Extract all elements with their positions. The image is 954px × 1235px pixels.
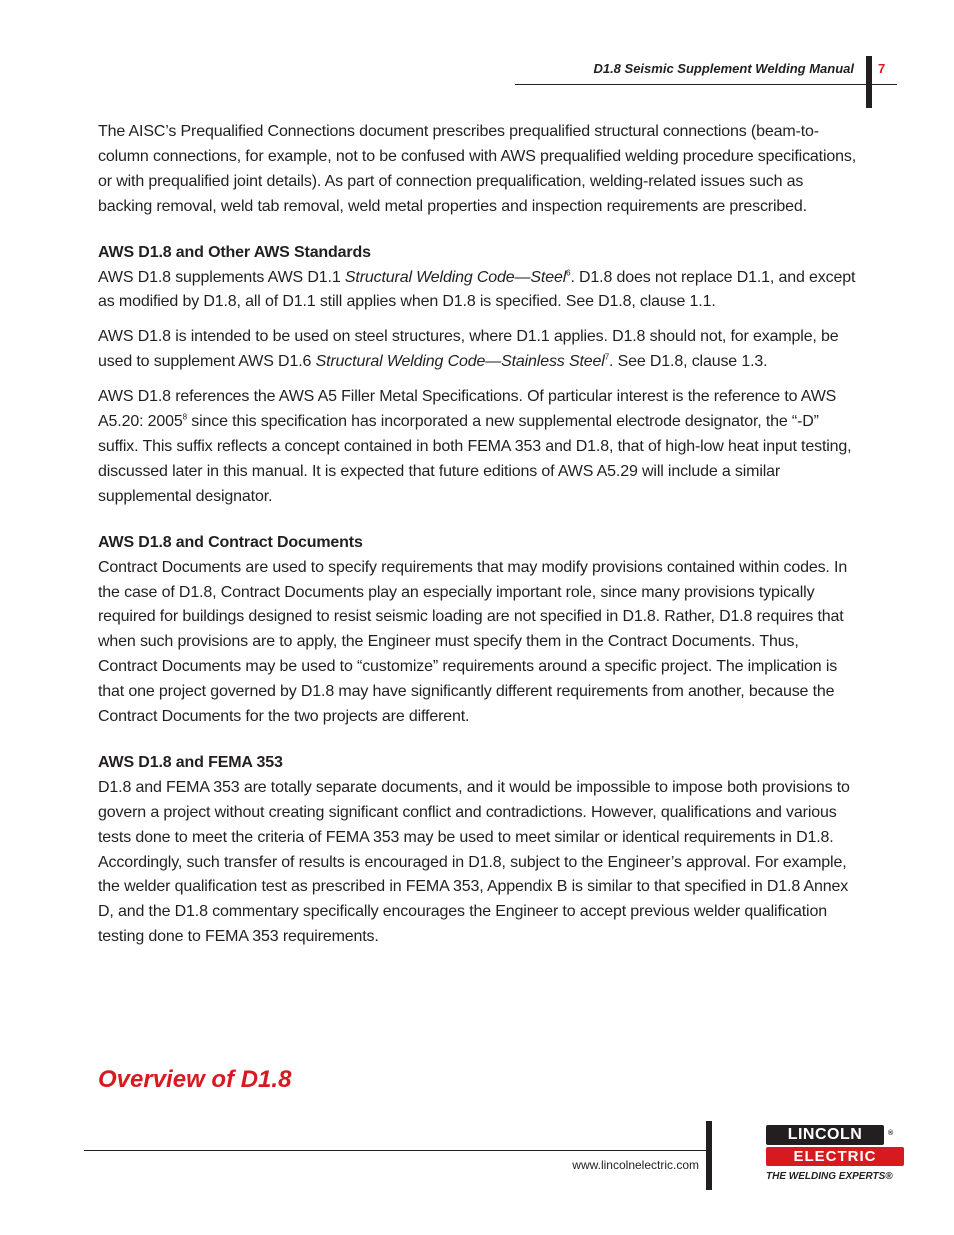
intro-paragraph: The AISC’s Prequalified Connections document prescribes prequalified structural connections (beam-to-column connections, for example, not to be confused with AWS prequalified welding procedure specifications, or with prequalified joint details). As part of connection prequalification, welding-related issues such as backing removal, weld tab removal, weld metal properties and inspection requirements are prescribed.	[98, 123, 857, 215]
citation-title: Structural Welding Code—Stainless Steel	[315, 353, 605, 371]
header-rule	[515, 84, 897, 85]
citation-title: Structural Welding Code—Steel	[344, 268, 567, 286]
logo-tagline: THE WELDING EXPERTS®	[766, 1171, 893, 1182]
website-link[interactable]: www.lincolnelectric.com	[572, 1158, 699, 1172]
paragraph: Contract Documents are used to specify requirements that may modify provisions contained within codes. In the case of D1.8, Contract Documents play an especially important role, since many provisions typically required for buildings designed to resist seismic loading are not specified in D1.8. Rather, D1.8 requires that when such provisions are to apply, the Engineer must specify them in the Contract Documents. Thus, Contract Documents may be used to “customize” requirements around a specific project. The implication is that one project governed by D1.8 may have significantly different requirements from another, because the Contract Documents for the two projects are different.	[98, 558, 848, 726]
registered-mark: ®	[888, 1130, 894, 1137]
logo-wordmark-bottom: ELECTRIC	[766, 1147, 904, 1166]
footnote-ref: 7	[604, 352, 609, 362]
section-heading: AWS D1.8 and Contract Documents	[98, 533, 363, 551]
overview-heading: Overview of D1.8	[98, 1066, 292, 1093]
footnote-ref: 6	[566, 268, 571, 278]
section-contract-documents	[98, 531, 858, 730]
footer-rule	[84, 1150, 706, 1151]
logo-wordmark-top: LINCOLN	[766, 1125, 884, 1145]
header-title: D1.8 Seismic Supplement Welding Manual	[593, 61, 854, 76]
section-heading: AWS D1.8 and FEMA 353	[98, 753, 283, 771]
page-body	[98, 120, 858, 960]
section-other-aws-standards	[98, 241, 858, 510]
paragraph: AWS D1.8 supplements AWS D1.1 Structural Welding Code—Steel$^6$. D1.8 does not replace D1.1, and except as modified by D1.8, all of D1.1 still applies when D1.8 is specified. See D1.8, clause 1.1.	[98, 268, 856, 311]
lincoln-electric-logo	[764, 1123, 914, 1189]
footer-bar	[706, 1121, 712, 1190]
paragraph: AWS D1.8 references the AWS A5 Filler Metal Specifications. Of particular interest is the reference to AWS A5.20: 2005$^8$ since this specification has incorporated a new supplemental electrode designator, the “-D” suffix. This suffix reflects a concept contained in both FEMA 353 and D1.8, that of high-low heat input testing, discussed later in this manual. It is expected that future editions of AWS A5.29 will include a similar supplemental designator.	[98, 388, 852, 505]
page-number: 7	[878, 61, 886, 76]
paragraph: AWS D1.8 is intended to be used on steel structures, where D1.1 applies. D1.8 should not, for example, be used to supplement AWS D1.6 Structural Welding Code—Stainless Steel$^7$. See D1.8, clause 1.3.	[98, 328, 839, 371]
header-bar	[866, 56, 872, 108]
section-fema-353	[98, 751, 858, 950]
footnote-ref: 8	[182, 412, 187, 422]
paragraph: D1.8 and FEMA 353 are totally separate documents, and it would be impossible to impose both provisions to govern a project without creating significant conflict and contradictions. However, qualifications and various tests done to meet the criteria of FEMA 353 may be used to meet similar or identical requirements in D1.8. Accordingly, such transfer of results is encouraged in D1.8, subject to the Engineer’s approval. For example, the welder qualification test as prescribed in FEMA 353, Appendix B is similar to that specified in D1.8 Annex D, and the D1.8 commentary specifically encourages the Engineer to accept previous welder qualification testing done to FEMA 353 requirements.	[98, 778, 850, 946]
section-heading: AWS D1.8 and Other AWS Standards	[98, 243, 371, 261]
